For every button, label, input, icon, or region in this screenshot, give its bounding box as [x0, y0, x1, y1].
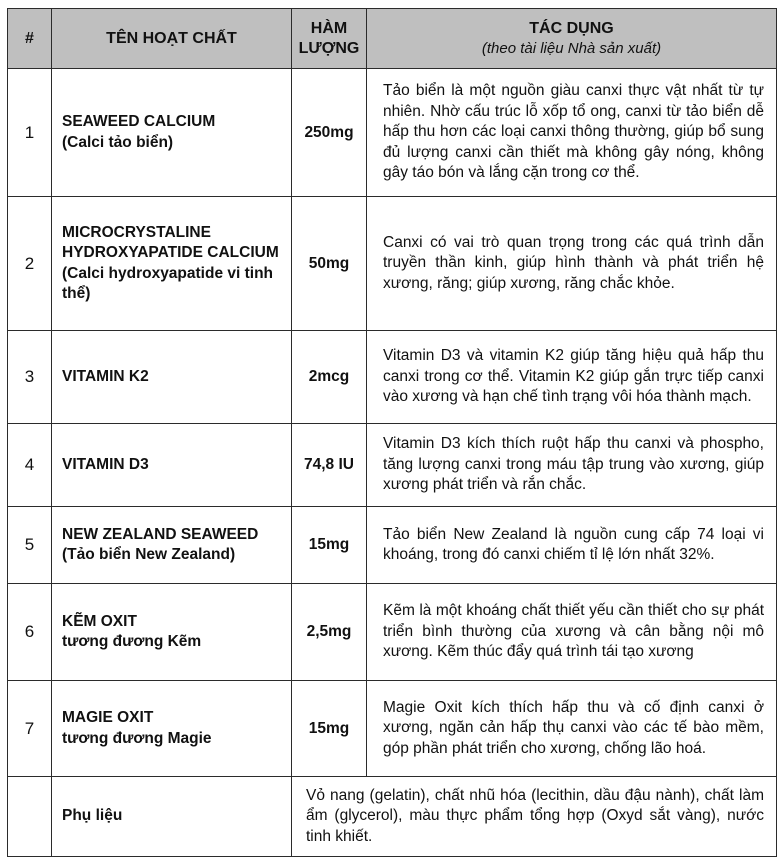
table-header-row [8, 9, 777, 69]
header-effect-title: TÁC DỤNG [529, 19, 614, 37]
ingredient-name [52, 507, 292, 584]
ingredient-amount: 2mcg [292, 331, 367, 424]
ingredient-name [52, 681, 292, 777]
ingredient-amount: 250mg [292, 69, 367, 197]
ingredient-effect: Magie Oxit kích thích hấp thu và cố định canxi ở xương, ngăn cản hấp thụ canxi vào các tế bào mềm, góp phần phát triển cho xương, chống lão hoá. [367, 681, 777, 777]
excipients-text: Vỏ nang (gelatin), chất nhũ hóa (lecithin, dầu đậu nành), chất làm ẩm (glycerol), màu thực phẩm tổng hợp (Oxyd sắt vàng), nước tinh khiết. [292, 777, 777, 857]
excipients-label: Phụ liệu [52, 777, 292, 857]
row-number: 6 [8, 584, 52, 681]
table-row [8, 69, 777, 197]
ingredient-name [52, 331, 292, 424]
header-amount-line1: HÀM [310, 19, 348, 37]
ingredient-name-line: tương đương Kẽm [62, 633, 202, 650]
header-amount [292, 9, 367, 69]
ingredient-effect: Tảo biển New Zealand là nguồn cung cấp 74 loại vi khoáng, trong đó canxi chiếm tỉ lệ lớn nhất 32%. [367, 507, 777, 584]
ingredient-name-line: SEAWEED CALCIUM [62, 113, 216, 130]
ingredient-name [52, 197, 292, 331]
ingredient-name [52, 584, 292, 681]
table-row [8, 424, 777, 507]
ingredient-name-line: VITAMIN K2 [62, 367, 149, 385]
ingredient-effect: Kẽm là một khoáng chất thiết yếu cần thiết cho sự phát triển bình thường của xương và cân bằng nội mô xương. Kẽm thúc đẩy quá trình tái tạo xương [367, 584, 777, 681]
row-number: 4 [8, 424, 52, 507]
ingredient-name [52, 424, 292, 507]
ingredient-name-line: (Calci tảo biển) [62, 133, 174, 151]
ingredient-name-line: KẼM OXIT [62, 612, 137, 630]
table-row [8, 681, 777, 777]
row-number: 2 [8, 197, 52, 331]
table-row [8, 331, 777, 424]
header-number: # [8, 9, 52, 69]
ingredient-name-line: MICROCRYSTALINE HYDROXYAPATIDE CALCIUM [62, 223, 279, 261]
ingredient-name-line: VITAMIN D3 [62, 455, 149, 473]
ingredient-effect: Canxi có vai trò quan trọng trong các quá trình dẫn truyền thần kinh, giúp hình thành và phát triển hệ xương, răng; giúp xương, răng chắc khỏe. [367, 197, 777, 331]
excipients-row [8, 777, 777, 857]
excipients-number-cell [8, 777, 52, 857]
table-row [8, 507, 777, 584]
table-row [8, 197, 777, 331]
ingredient-amount: 74,8 IU [292, 424, 367, 507]
ingredient-name-line: (Tảo biển New Zealand) [62, 546, 236, 563]
ingredient-name-line: NEW ZEALAND SEAWEED [62, 525, 259, 543]
ingredients-table [7, 8, 777, 857]
header-ingredient-name: TÊN HOẠT CHẤT [52, 9, 292, 69]
row-number: 1 [8, 69, 52, 197]
ingredient-name [52, 69, 292, 197]
ingredient-amount: 15mg [292, 507, 367, 584]
ingredient-name-line: tương đương Magie [62, 729, 212, 747]
table-row [8, 584, 777, 681]
ingredient-name-line: MAGIE OXIT [62, 709, 154, 726]
row-number: 7 [8, 681, 52, 777]
ingredient-amount: 15mg [292, 681, 367, 777]
ingredient-name-line: (Calci hydroxyapatide vi tinh thể) [62, 264, 274, 302]
header-effect [367, 9, 777, 69]
row-number: 3 [8, 331, 52, 424]
ingredient-effect: Tảo biển là một nguồn giàu canxi thực vật nhất từ tự nhiên. Nhờ cấu trúc lỗ xốp tổ ong, canxi từ tảo biển dễ hấp thu hơn các loại canxi thông thường, giúp bổ sung đủ lượng canxi cần thiết mà không gây nóng, không gây táo bón và lắng cặn trong cơ thể. [367, 69, 777, 197]
row-number: 5 [8, 507, 52, 584]
ingredient-effect: Vitamin D3 kích thích ruột hấp thu canxi và phospho, tăng lượng canxi trong máu tập trung vào xương, giúp xương phát triển và rắn chắc. [367, 424, 777, 507]
ingredient-effect: Vitamin D3 và vitamin K2 giúp tăng hiệu quả hấp thu canxi trong cơ thể. Vitamin K2 giúp gắn trực tiếp canxi vào xương và hạn chế tình trạng vôi hóa thành mạch. [367, 331, 777, 424]
ingredient-amount: 2,5mg [292, 584, 367, 681]
ingredient-amount: 50mg [292, 197, 367, 331]
header-amount-line2: LƯỢNG [298, 39, 360, 57]
header-effect-subtitle: (theo tài liệu Nhà sản xuất) [481, 39, 662, 57]
